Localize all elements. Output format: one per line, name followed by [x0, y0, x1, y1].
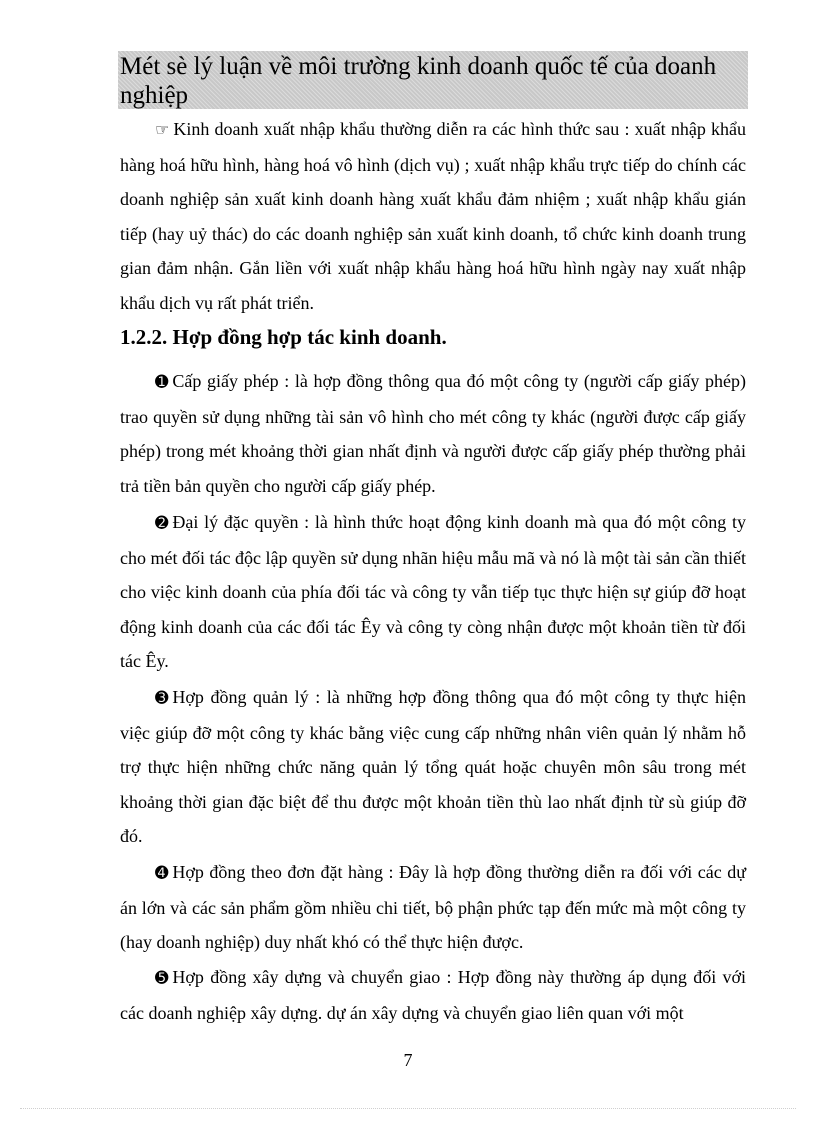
- item-text: Đại lý đặc quyền : là hình thức hoạt động kinh doanh mà qua đó một công ty cho mét đối tác độc lập quyền sử dụng nhãn hiệu mẫu mã và nó là một tài sản cần thiết cho việc kinh doanh của phía đối tác và công ty vẫn tiếp tục thực hiện sự giúp đỡ hoạt động kinh doanh của các đối tác Êy và công ty còng nhận được một khoản tiền từ đối tác Êy.: [120, 512, 746, 671]
- list-item: [120, 680, 746, 854]
- item-text: Hợp đồng xây dựng và chuyển giao : Hợp đồng này thường áp dụng đối với các doanh nghiệp xây dựng. dự án xây dựng và chuyển giao liên quan với một: [120, 967, 746, 1023]
- item-text: Cấp giấy phép : là hợp đồng thông qua đó một công ty (người cấp giấy phép) trao quyền sử dụng những tài sản vô hình cho mét công ty khác (người được cấp giấy phép) trong mét khoảng thời gian nhất định và người được cấp giấy phép thường phải trả tiền bản quyền cho người cấp giấy phép.: [120, 371, 746, 496]
- intro-text: Kinh doanh xuất nhập khẩu thường diễn ra các hình thức sau : xuất nhập khẩu hàng hoá hữu hình, hàng hoá vô hình (dịch vụ) ; xuất nhập khẩu trực tiếp do chính các doanh nghiệp sản xuất kinh doanh hàng xuất khẩu đảm nhiệm ; xuất nhập khẩu gián tiếp (hay uỷ thác) do các doanh nghiệp sản xuất kinh doanh, tổ chức kinh doanh trung gian đảm nhận. Gắn liền với xuất nhập khẩu hàng hoá hữu hình ngày nay xuất nhập khẩu dịch vụ rất phát triển.: [120, 119, 746, 313]
- page-number: 7: [403, 1050, 413, 1070]
- list-item: [120, 364, 746, 503]
- number-three-icon: ➌: [155, 688, 169, 707]
- page-title: Mét sè lý luận về môi trường kinh doanh quốc tế của doanh nghiệp: [120, 53, 717, 109]
- number-one-icon: ➊: [155, 372, 169, 391]
- page-bottom-divider: [20, 1108, 796, 1109]
- number-five-icon: ➎: [155, 968, 169, 987]
- number-two-icon: ➋: [155, 513, 169, 532]
- pointing-hand-icon: ☞: [155, 120, 170, 139]
- item-text: Hợp đồng quản lý : là những hợp đồng thông qua đó một công ty thực hiện việc giúp đỡ một công ty khác bằng việc cung cấp những nhân viên quản lý nhằm hỗ trợ thực hiện những chức năng quản lý tổng quát hoặc chuyên môn sâu trong mét khoảng thời gian đặc biệt để thu được một khoản tiền thù lao nhất định từ sù giúp đỡ đó.: [120, 687, 746, 846]
- number-four-icon: ➍: [155, 863, 169, 882]
- intro-paragraph: [120, 112, 746, 320]
- list-item: [120, 505, 746, 679]
- list-item: [120, 855, 746, 960]
- item-text: Hợp đồng theo đơn đặt hàng : Đây là hợp đồng thường diễn ra đối với các dự án lớn và các sản phẩm gồm nhiều chi tiết, bộ phận phức tạp đến mức mà một công ty (hay doanh nghiệp) duy nhất khó có thể thực hiện được.: [120, 862, 746, 952]
- list-item: [120, 960, 746, 1030]
- section-heading: 1.2.2. Hợp đồng hợp tác kinh doanh.: [120, 325, 447, 349]
